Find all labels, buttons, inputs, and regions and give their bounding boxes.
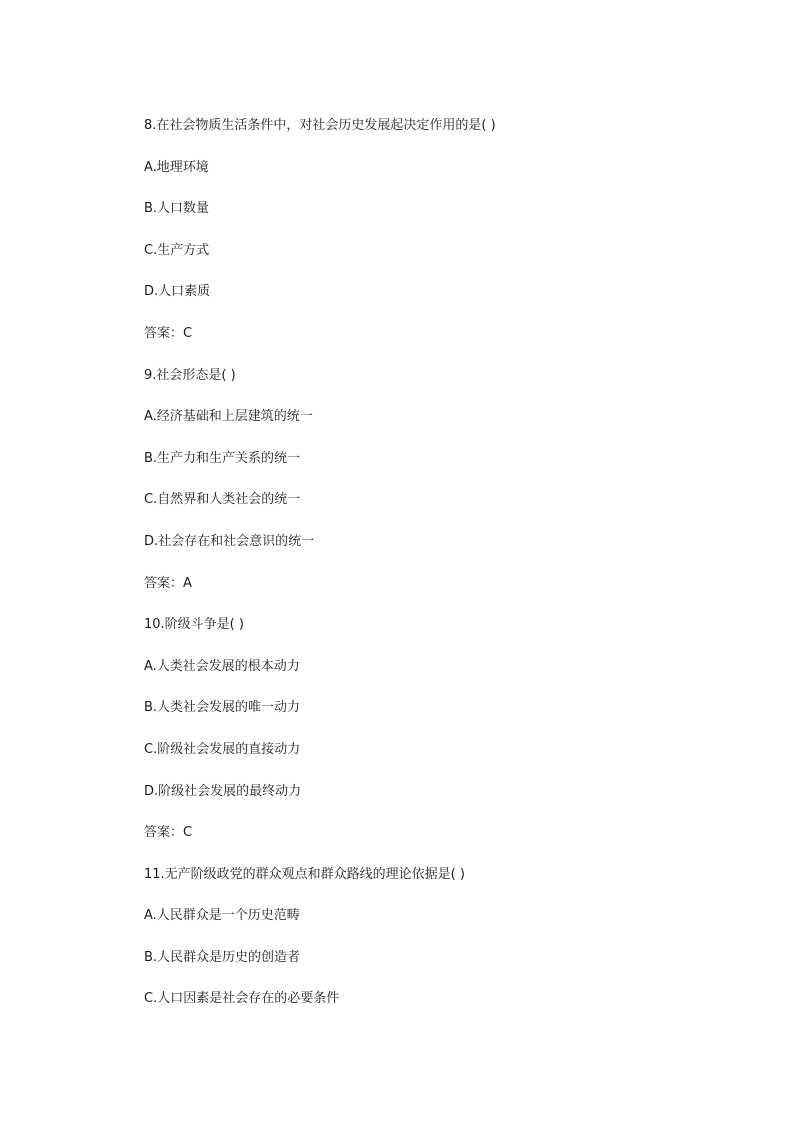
question-9-option-a: A.经济基础和上层建筑的统一	[144, 409, 313, 425]
question-11-option-a: A.人民群众是一个历史范畴	[144, 908, 300, 924]
question-8-option-a: A.地理环境	[144, 159, 209, 175]
question-9-option-d: D.社会存在和社会意识的统一	[144, 533, 315, 549]
question-8-stem: 8.在社会物质生活条件中，对社会历史发展起决定作用的是( )	[144, 118, 496, 133]
question-9-answer: 答案：A	[144, 575, 192, 591]
document-content	[144, 116, 664, 1031]
question-11-option-c: C.人口因素是社会存在的必要条件	[144, 991, 340, 1007]
question-8-option-d: D.人口素质	[144, 284, 211, 300]
question-8-option-b: B.人口数量	[144, 201, 210, 217]
question-8-answer: 答案：C	[144, 325, 193, 341]
question-9-option-c: C.自然界和人类社会的统一	[144, 492, 301, 508]
question-10-stem: 10.阶级斗争是( )	[144, 617, 244, 633]
question-10-option-a: A.人类社会发展的根本动力	[144, 658, 300, 674]
question-10-answer: 答案：C	[144, 825, 193, 841]
question-9-stem: 9.社会形态是( )	[144, 367, 236, 383]
question-10-option-b: B.人类社会发展的唯一动力	[144, 700, 301, 716]
question-8-option-c: C.生产方式	[144, 242, 210, 258]
question-9-option-b: B.生产力和生产关系的统一	[144, 450, 301, 466]
question-11-stem: 11.无产阶级政党的群众观点和群众路线的理论依据是( )	[144, 866, 465, 882]
question-10-option-d: D.阶级社会发展的最终动力	[144, 783, 302, 799]
question-10-option-c: C.阶级社会发展的直接动力	[144, 741, 301, 757]
question-11-option-b: B.人民群众是历史的创造者	[144, 949, 301, 965]
